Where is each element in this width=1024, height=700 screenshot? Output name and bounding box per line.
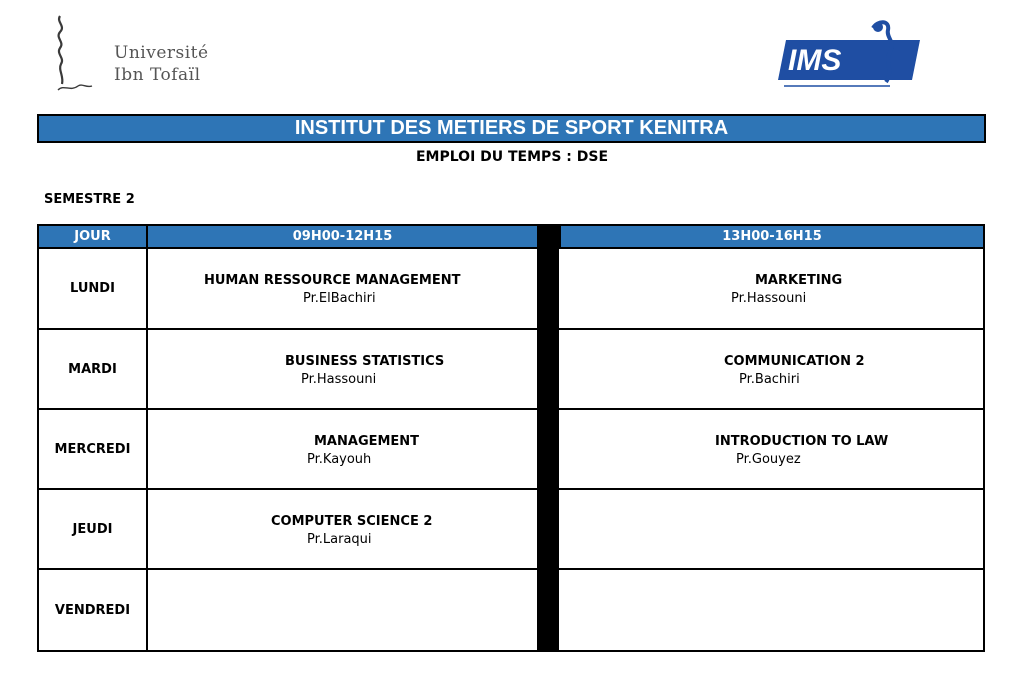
professor-name: Pr.ElBachiri <box>303 291 376 306</box>
course-name: HUMAN RESSOURCE MANAGEMENT <box>204 273 461 288</box>
ims-logo-text: IMS <box>788 44 842 77</box>
professor-name: Pr.Hassouni <box>731 291 807 306</box>
institute-title: INSTITUT DES METIERS DE SPORT KENITRA <box>37 114 986 143</box>
morning-slot <box>146 247 539 330</box>
day-label: LUNDI <box>70 281 115 296</box>
professor-name: Pr.Hassouni <box>301 372 377 387</box>
day-cell <box>37 408 148 490</box>
timetable <box>37 224 985 652</box>
course-name: INTRODUCTION TO LAW <box>715 434 889 449</box>
morning-slot <box>146 328 539 410</box>
course-name: MARKETING <box>755 273 843 288</box>
professor-name: Pr.Gouyez <box>736 452 801 467</box>
morning-slot <box>146 568 539 652</box>
university-name-line1: Université <box>114 43 209 63</box>
day-label: MERCREDI <box>54 441 131 457</box>
course-name: BUSINESS STATISTICS <box>285 354 445 369</box>
afternoon-slot <box>557 488 985 570</box>
schedule-title: EMPLOI DU TEMPS : DSE <box>415 149 609 165</box>
afternoon-slot <box>557 568 985 652</box>
afternoon-slot <box>557 328 985 410</box>
university-emblem-icon <box>52 12 112 96</box>
day-label: JEUDI <box>72 521 113 537</box>
professor-name: Pr.Bachiri <box>739 372 800 387</box>
morning-slot <box>146 408 539 490</box>
column-separator <box>539 224 559 652</box>
column-header-afternoon: 13H00-16H15 <box>559 224 985 249</box>
ims-emblem-icon <box>778 18 923 93</box>
morning-slot <box>146 488 539 570</box>
professor-name: Pr.Kayouh <box>307 452 372 467</box>
semester-label: SEMESTRE 2 <box>44 192 135 207</box>
university-logo <box>52 12 212 96</box>
column-header-morning: 09H00-12H15 <box>146 224 539 249</box>
day-cell <box>37 328 148 410</box>
day-label: VENDREDI <box>54 602 131 618</box>
professor-name: Pr.Laraqui <box>307 532 372 547</box>
day-cell <box>37 488 148 570</box>
course-name: MANAGEMENT <box>314 434 420 449</box>
university-name <box>114 42 209 86</box>
day-cell <box>37 568 148 652</box>
day-cell <box>37 247 148 330</box>
ims-logo <box>778 18 923 93</box>
university-name-line2: Ibn Tofaïl <box>114 65 201 85</box>
afternoon-slot <box>557 247 985 330</box>
column-header-day: JOUR <box>37 224 148 249</box>
afternoon-slot <box>557 408 985 490</box>
course-name: COMPUTER SCIENCE 2 <box>271 514 433 529</box>
day-label: MARDI <box>68 361 117 377</box>
course-name: COMMUNICATION 2 <box>724 354 865 369</box>
